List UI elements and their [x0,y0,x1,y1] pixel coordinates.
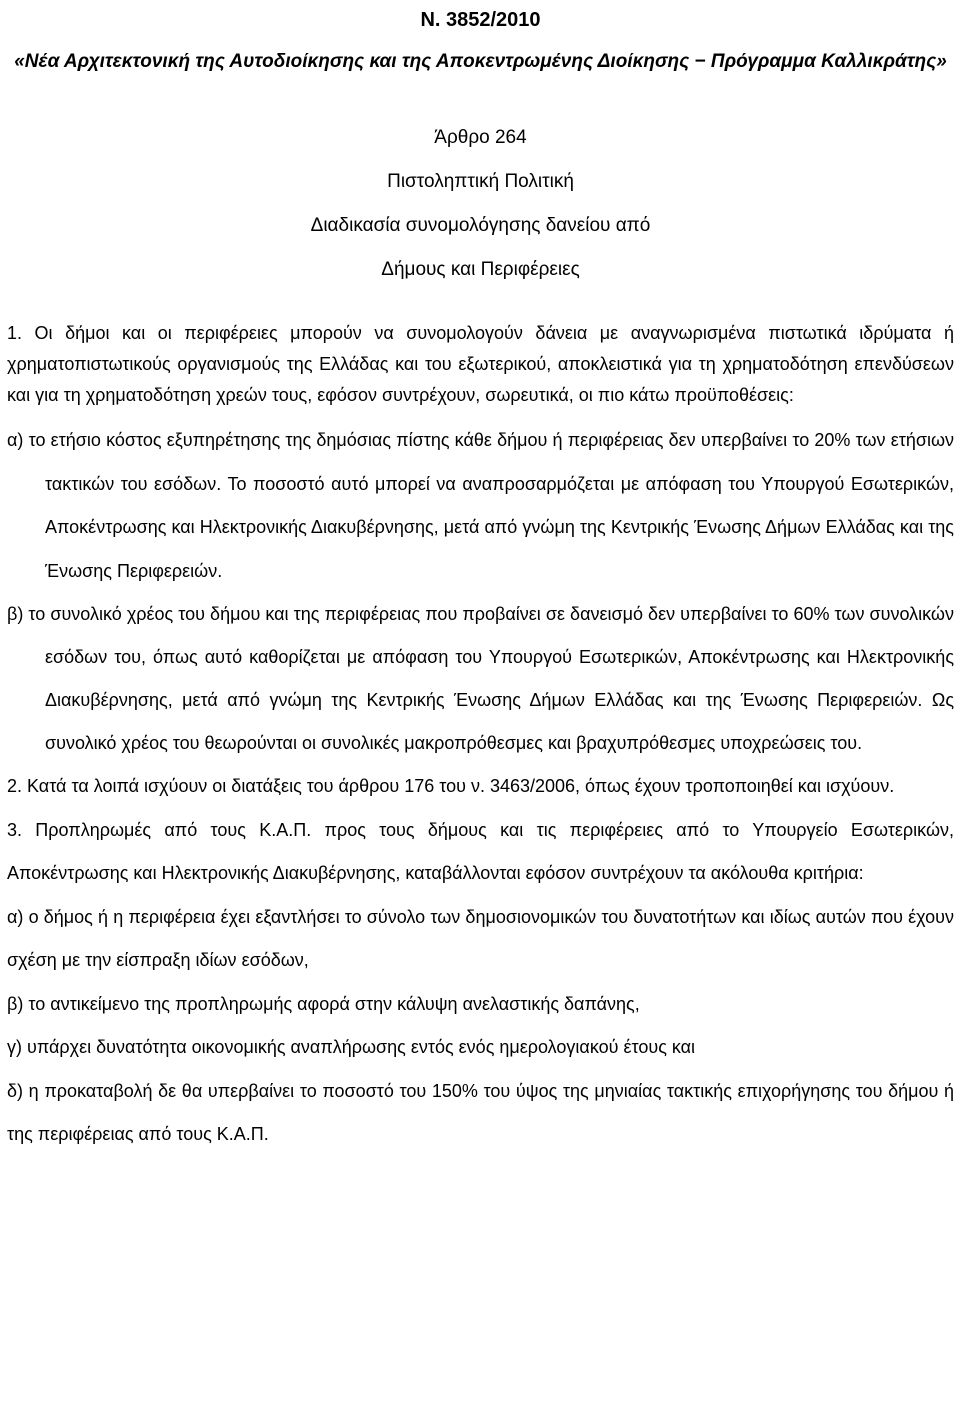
article-heading [7,116,954,292]
paragraph-1-item-b: β) το συνολικό χρέος του δήμου και της περιφέρειας που προβαίνει σε δανεισμό δεν υπερβαίνει το 60% των συνολικών εσόδων του, όπως αυτό καθορίζεται με απόφαση του Υπουργού Εσωτερικών, Αποκέντρωσης και Ηλεκτρονικής Διακυβέρνησης, μετά από γνώμη της Κεντρικής Ένωσης Δήμων Ελλάδας και της Ένωσης Περιφερειών. Ως συνολικό χρέος του θεωρούνται οι συνολικές μακροπρόθεσμες και βραχυπρόθεσμες υποχρεώσεις του. [7,604,954,753]
paragraph-3-item-a: α) ο δήμος ή η περιφέρεια έχει εξαντλήσει το σύνολο των δημοσιονομικών του δυνατοτήτων και ιδίως αυτών που έχουν σχέση με την είσπραξη ιδίων εσόδων, [7,906,954,970]
article-number: Άρθρο 264 [434,127,527,148]
paragraph-3-item-d: δ) η προκαταβολή δε θα υπερβαίνει το ποσοστό του 150% του ύψος της μηνιαίας τακτικής επιχορήγησης του δήμου ή της περιφέρειας από τους Κ.Α.Π. [7,1080,954,1144]
law-number: Ν. 3852/2010 [420,9,541,31]
paragraph-3-intro: 3. Προπληρωμές από τους Κ.Α.Π. προς τους δήμους και τις περιφέρειες από το Υπουργείο Εσωτερικών, Αποκέντρωσης και Ηλεκτρονικής Διακυβέρνησης, καταβάλλονται εφόσον συντρέχουν τα ακόλουθα κριτήρια: [7,819,954,883]
article-body [7,318,954,1157]
paragraph-1-intro: 1. Οι δήμοι και οι περιφέρειες μπορούν να συνομολογούν δάνεια με αναγνωρισμένα πιστωτικά ιδρύματα ή χρηματοπιστωτικούς οργανισμούς της Ελλάδας και του εξωτερικού, αποκλειστικά για τη χρηματοδότηση επενδύσεων και για τη χρηματοδότηση χρεών τους, εφόσον συντρέχουν, σωρευτικά, οι πιο κάτω προϋποθέσεις: [7,323,954,405]
paragraph-3-item-b: β) το αντικείμενο της προπληρωμής αφορά στην κάλυψη ανελαστικής δαπάνης, [7,993,640,1014]
article-title-line-2: Διαδικασία συνομολόγησης δανείου από [310,215,651,236]
paragraph-3-item-c: γ) υπάρχει δυνατότητα οικονομικής αναπλήρωσης εντός ενός ημερολογιακού έτους και [7,1037,696,1057]
article-title-line-3: Δήμους και Περιφέρειες [381,259,580,280]
paragraph-2: 2. Κατά τα λοιπά ισχύουν οι διατάξεις του άρθρου 176 του ν. 3463/2006, όπως έχουν τροποποιηθεί και ισχύουν. [7,776,895,796]
law-title: «Νέα Αρχιτεκτονική της Αυτοδιοίκησης και της Αποκεντρωμένης Διοίκησης − Πρόγραμμα Καλλικράτης» [14,51,947,72]
article-title-line-1: Πιστοληπτική Πολιτική [387,171,574,192]
paragraph-1-item-a: α) το ετήσιο κόστος εξυπηρέτησης της δημόσιας πίστης κάθε δήμου ή περιφέρειας δεν υπερβαίνει το 20% των ετήσιων τακτικών του εσόδων. Το ποσοστό αυτό μπορεί να αναπροσαρμόζεται με απόφαση του Υπουργού Εσωτερικών, Αποκέντρωσης και Ηλεκτρονικής Διακυβέρνησης, μετά από γνώμη της Κεντρικής Ένωσης Δήμων Ελλάδας και της Ένωσης Περιφερειών. [7,430,954,581]
